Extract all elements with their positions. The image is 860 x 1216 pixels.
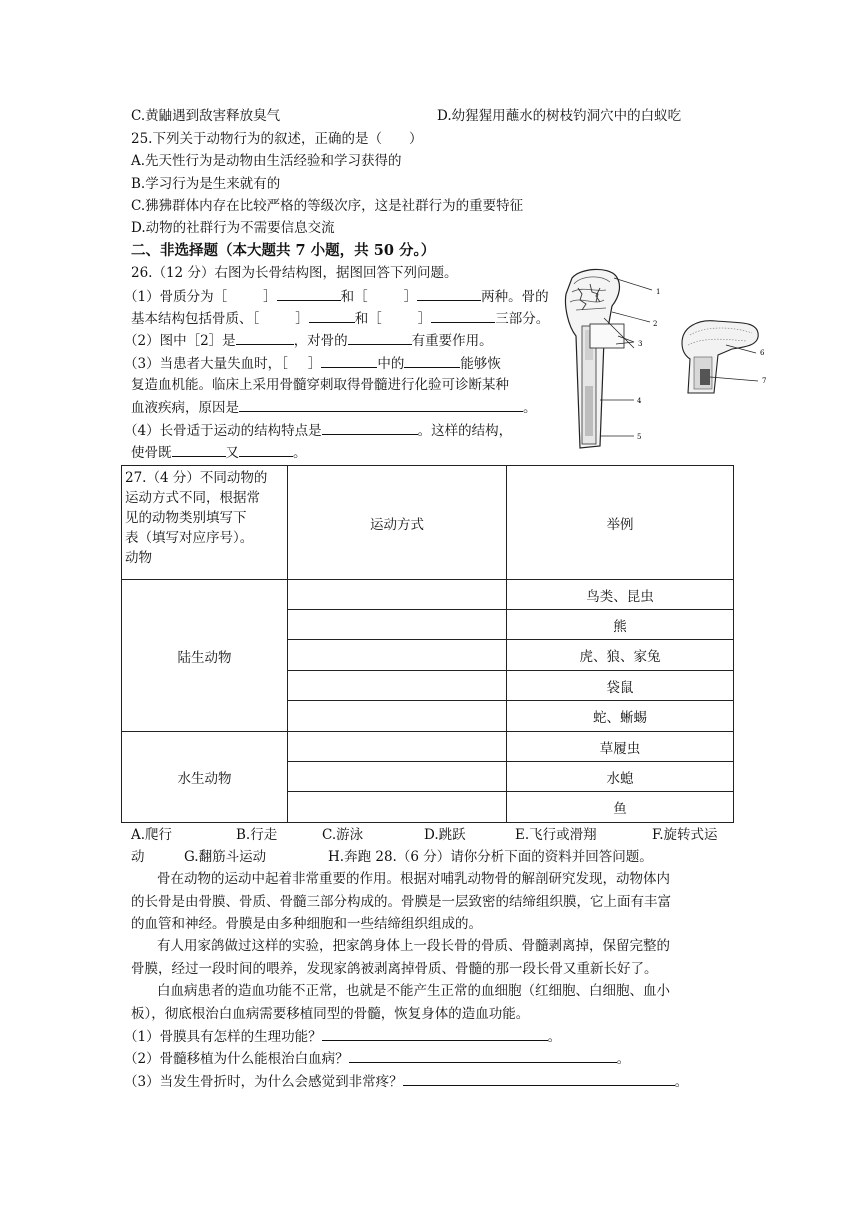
answer-blank[interactable] <box>239 443 293 457</box>
example-cell: 草履虫 <box>507 732 734 762</box>
example-cell: 蛇、蜥蜴 <box>507 701 734 732</box>
q27-option-c: C.游泳 <box>322 827 364 843</box>
example-cell: 水螅 <box>507 762 734 792</box>
q26-part4-line: （4）长骨适于运动的结构特点是 。这样的结构， <box>124 423 513 439</box>
q26-part2-line: （2）图中［2］是 ，对骨的 有重要作用。 <box>124 333 493 349</box>
label-5: 5 <box>637 433 642 441</box>
answer-blank[interactable] <box>404 354 460 368</box>
answer-blank[interactable] <box>349 1049 617 1063</box>
q26-part4-line2: 使骨既 又 。 <box>131 445 307 461</box>
long-bone-diagram <box>560 266 670 456</box>
answer-blank[interactable] <box>431 309 495 323</box>
header-example: 举例 <box>507 466 734 580</box>
q28-paragraph: 的长骨是由骨膜、骨质、骨髓三部分构成的。骨膜是一层致密的结缔组织膜，它上面有丰富 <box>131 894 671 910</box>
q26-part3-line2: 复造血机能。临床上采用骨髓穿刺取得骨髓进行化验可诊断某种 <box>131 377 509 393</box>
answer-blank[interactable] <box>417 287 481 301</box>
q28-question-3: （3）当发生骨折时，为什么会感觉到非常疼？ 。 <box>124 1074 689 1090</box>
q28-paragraph: 有人用家鸽做过这样的实验，把家鸽身体上一段长骨的骨质、骨髓剥离掉，保留完整的 <box>157 938 670 954</box>
q27-option-f-cont: 动 <box>131 849 145 865</box>
answer-blank[interactable] <box>322 421 418 435</box>
q27-option-g: G.翻筋斗运动 <box>184 849 267 865</box>
label-4: 4 <box>637 397 642 405</box>
water-animals: 水生动物 <box>122 732 288 823</box>
q27-option-d: D.跳跃 <box>424 827 466 843</box>
label-3: 3 <box>638 340 643 348</box>
q27-option-a: A.爬行 <box>131 827 173 843</box>
q26-stem: 26.（12 分）右图为长骨结构图，据图回答下列问题。 <box>131 265 458 281</box>
q28-paragraph: 的血管和神经。骨膜是由多种细胞和一些结缔组织组成的。 <box>131 916 482 932</box>
answer-blank[interactable] <box>322 1027 548 1041</box>
q26-part1-line2: 基本结构包括骨质、［ ］ 和［ ］ 三部分。 <box>131 311 550 327</box>
motion-table <box>121 465 734 823</box>
answer-cell[interactable] <box>288 792 507 823</box>
q28-paragraph: 板），彻底根治白血病需要移植同型的骨髓，恢复身体的造血功能。 <box>131 1006 530 1022</box>
answer-cell[interactable] <box>288 610 507 640</box>
q25-stem: 25.下列关于动物行为的叙述，正确的是（ ） <box>131 131 423 147</box>
answer-cell[interactable] <box>288 580 507 610</box>
answer-blank[interactable] <box>321 354 377 368</box>
q28-question-2: （2）骨髓移植为什么能根治白血病？ 。 <box>124 1051 631 1067</box>
answer-cell[interactable] <box>288 671 507 701</box>
answer-blank[interactable] <box>172 443 226 457</box>
q28-question-1: （1）骨膜具有怎样的生理功能？ 。 <box>124 1029 562 1045</box>
example-cell: 虎、狼、家兔 <box>507 640 734 671</box>
example-cell: 鸟类、昆虫 <box>507 580 734 610</box>
q27-option-b: B.行走 <box>236 827 278 843</box>
q27-option-f: F.旋转式运 <box>652 827 718 843</box>
answer-blank[interactable] <box>309 309 355 323</box>
q24-option-d: D.幼猩猩用蘸水的树枝钓洞穴中的白蚁吃 <box>437 108 682 124</box>
section-title: 二、非选择题（本大题共 7 小题，共 50 分。） <box>131 242 436 259</box>
answer-cell[interactable] <box>288 732 507 762</box>
q28-paragraph: 骨膜，经过一段时间的喂养，发现家鸽被剥离掉骨质、骨髓的那一段长骨又重新长好了。 <box>131 961 658 977</box>
q27-stem-cell: 27.（4 分）不同动物的 运动方式不同，根据常 见的动物类别填写下 表（填写对应序号）。 动物 <box>122 466 288 580</box>
header-motion: 运动方式 <box>288 466 507 580</box>
answer-blank[interactable] <box>277 287 341 301</box>
answer-blank[interactable] <box>403 1072 675 1086</box>
q27-option-h-and-q28-stem: H.奔跑 28.（6 分）请你分析下面的资料并回答问题。 <box>328 849 653 865</box>
answer-cell[interactable] <box>288 762 507 792</box>
answer-blank[interactable] <box>348 331 412 345</box>
answer-blank[interactable] <box>239 398 523 412</box>
q27-option-e: E.飞行或滑翔 <box>515 827 597 843</box>
q26-part3-line: （3）当患者大量失血时，［ ］ 中的 能够恢 <box>124 356 501 372</box>
q24-option-c: C.黄鼬遇到敌害释放臭气 <box>131 108 281 124</box>
example-cell: 袋鼠 <box>507 671 734 701</box>
q25-option-c: C.狒狒群体内存在比较严格的等级次序，这是社群行为的重要特征 <box>131 198 524 214</box>
q26-part1-line: （1）骨质分为［ ］ 和［ ］ 两种。骨的 <box>124 289 549 305</box>
answer-blank[interactable] <box>236 331 294 345</box>
label-1: 1 <box>656 288 661 296</box>
q28-paragraph: 骨在动物的运动中起着非常重要的作用。根据对哺乳动物骨的解剖研究发现，动物体内 <box>157 871 670 887</box>
example-cell: 鱼 <box>507 792 734 823</box>
q26-part3-line3: 血液疾病，原因是 。 <box>131 400 537 416</box>
land-animals: 陆生动物 <box>122 580 288 732</box>
answer-cell[interactable] <box>288 640 507 671</box>
label-7: 7 <box>762 377 767 385</box>
example-cell: 熊 <box>507 610 734 640</box>
q28-paragraph: 白血病患者的造血功能不正常，也就是不能产生正常的血细胞（红细胞、白细胞、血小 <box>157 983 670 999</box>
answer-cell[interactable] <box>288 701 507 732</box>
bone-section-diagram <box>676 315 772 395</box>
label-6: 6 <box>760 349 765 357</box>
q25-option-d: D.动物的社群行为不需要信息交流 <box>131 220 335 236</box>
q25-option-a: A.先天性行为是动物由生活经验和学习获得的 <box>131 153 402 169</box>
q25-option-b: B.学习行为是生来就有的 <box>131 176 281 192</box>
label-2: 2 <box>653 320 658 328</box>
